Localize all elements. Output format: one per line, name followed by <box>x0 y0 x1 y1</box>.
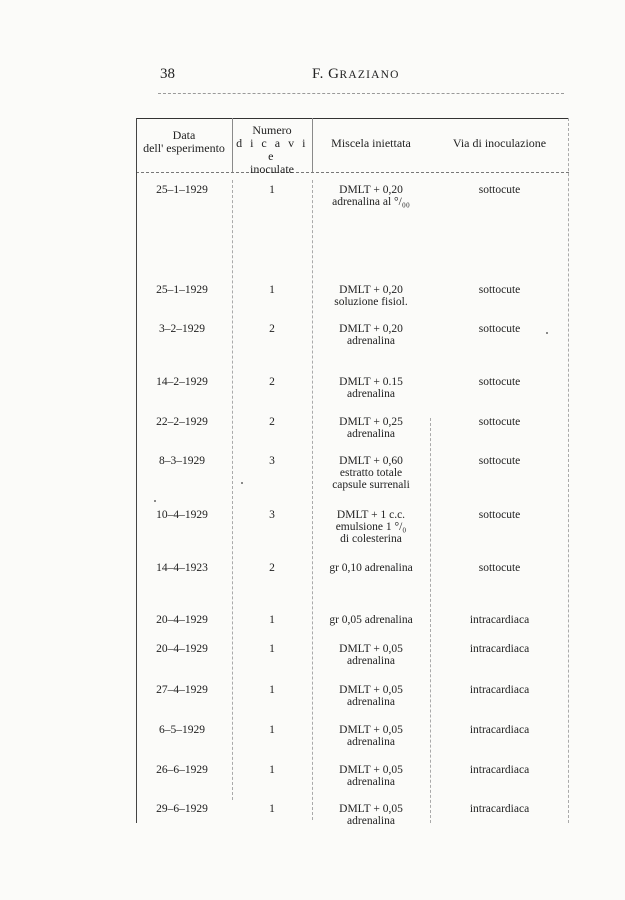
route-cell: intracardiaca <box>469 614 530 626</box>
author-surname: RAZIANO <box>339 69 400 81</box>
author-initial: F. G <box>312 66 340 82</box>
date-cell: 14–4–1923 <box>156 562 208 574</box>
count-cell: 3 <box>269 455 275 467</box>
mixture-cell: DMLT + 0,05 adrenalina <box>339 643 403 667</box>
count-cell: 2 <box>269 416 275 428</box>
header-bottom-rule <box>136 172 569 173</box>
count-cell: 1 <box>269 724 275 736</box>
count-cell: 1 <box>269 803 275 815</box>
route-cell: sottocute <box>478 455 521 467</box>
experiment-table <box>132 118 569 827</box>
mixture-cell: DMLT + 0,20 adrenalina al °/₀₀ <box>332 184 410 208</box>
date-cell: 25–1–1929 <box>156 184 208 196</box>
header-date: Data dell' esperimento <box>143 128 225 155</box>
header-route: Via di inoculazione <box>452 136 547 150</box>
count-cell: 1 <box>269 764 275 776</box>
date-cell: 14–2–1929 <box>156 376 208 388</box>
count-cell: 1 <box>269 684 275 696</box>
mixture-cell: DMLT + 0,25 adrenalina <box>339 416 403 440</box>
route-cell: sottocute <box>478 416 521 428</box>
mixture-cell: DMLT + 0,05 adrenalina <box>339 724 403 748</box>
date-cell: 26–6–1929 <box>156 764 208 776</box>
count-cell: 1 <box>269 614 275 626</box>
route-cell: intracardiaca <box>469 724 530 736</box>
route-cell: intracardiaca <box>469 803 530 815</box>
count-cell: 2 <box>269 376 275 388</box>
route-cell: sottocute <box>478 562 521 574</box>
count-cell: 2 <box>269 323 275 335</box>
date-cell: 20–4–1929 <box>156 643 208 655</box>
count-cell: 2 <box>269 562 275 574</box>
header-rule <box>158 93 564 94</box>
mixture-cell: DMLT + 0,20 soluzione fisiol. <box>334 284 408 308</box>
running-title <box>312 66 400 83</box>
count-cell: 3 <box>269 509 275 521</box>
mixture-cell: gr 0,10 adrenalina <box>329 562 413 574</box>
date-cell: 20–4–1929 <box>156 614 208 626</box>
mixture-cell: DMLT + 1 c.c. emulsione 1 °/₀ di colesterina <box>335 509 407 545</box>
route-cell: sottocute <box>478 376 521 388</box>
route-cell: intracardiaca <box>469 764 530 776</box>
date-cell: 25–1–1929 <box>156 284 208 296</box>
date-cell: 10–4–1929 <box>156 509 208 521</box>
ink-speck <box>154 500 156 502</box>
mixture-cell: DMLT + 0,05 adrenalina <box>339 684 403 708</box>
count-cell: 1 <box>269 643 275 655</box>
count-cell: 1 <box>269 284 275 296</box>
route-cell: sottocute <box>478 284 521 296</box>
mixture-cell: DMLT + 0.15 adrenalina <box>339 376 403 400</box>
date-cell: 22–2–1929 <box>156 416 208 428</box>
page-header <box>0 66 625 96</box>
ink-speck <box>546 332 548 334</box>
route-cell: sottocute <box>478 323 521 335</box>
date-cell: 29–6–1929 <box>156 803 208 815</box>
date-cell: 3–2–1929 <box>159 323 205 335</box>
mixture-cell: DMLT + 0,60 estratto totale capsule surrenali <box>332 455 410 491</box>
table-top-rule <box>136 118 569 119</box>
ink-speck <box>241 482 243 484</box>
route-cell: intracardiaca <box>469 643 530 655</box>
mixture-cell: gr 0,05 adrenalina <box>329 614 413 626</box>
col-rule-1 <box>232 180 233 800</box>
date-cell: 8–3–1929 <box>159 455 205 467</box>
table-left-rule <box>136 118 137 823</box>
route-cell: sottocute <box>478 509 521 521</box>
route-cell: sottocute <box>478 184 521 196</box>
page-number: 38 <box>160 66 175 82</box>
mixture-cell: DMLT + 0,05 adrenalina <box>339 764 403 788</box>
mixture-cell: DMLT + 0,20 adrenalina <box>339 323 403 347</box>
table-right-rule <box>568 118 569 823</box>
route-cell: intracardiaca <box>469 684 530 696</box>
count-cell: 1 <box>269 184 275 196</box>
date-cell: 6–5–1929 <box>159 724 205 736</box>
header-count: Numero d i c a v i e inoculate <box>236 123 308 176</box>
header-mixture: Miscela iniettata <box>331 136 411 150</box>
date-cell: 27–4–1929 <box>156 684 208 696</box>
mixture-cell: DMLT + 0,05 adrenalina <box>339 803 403 827</box>
